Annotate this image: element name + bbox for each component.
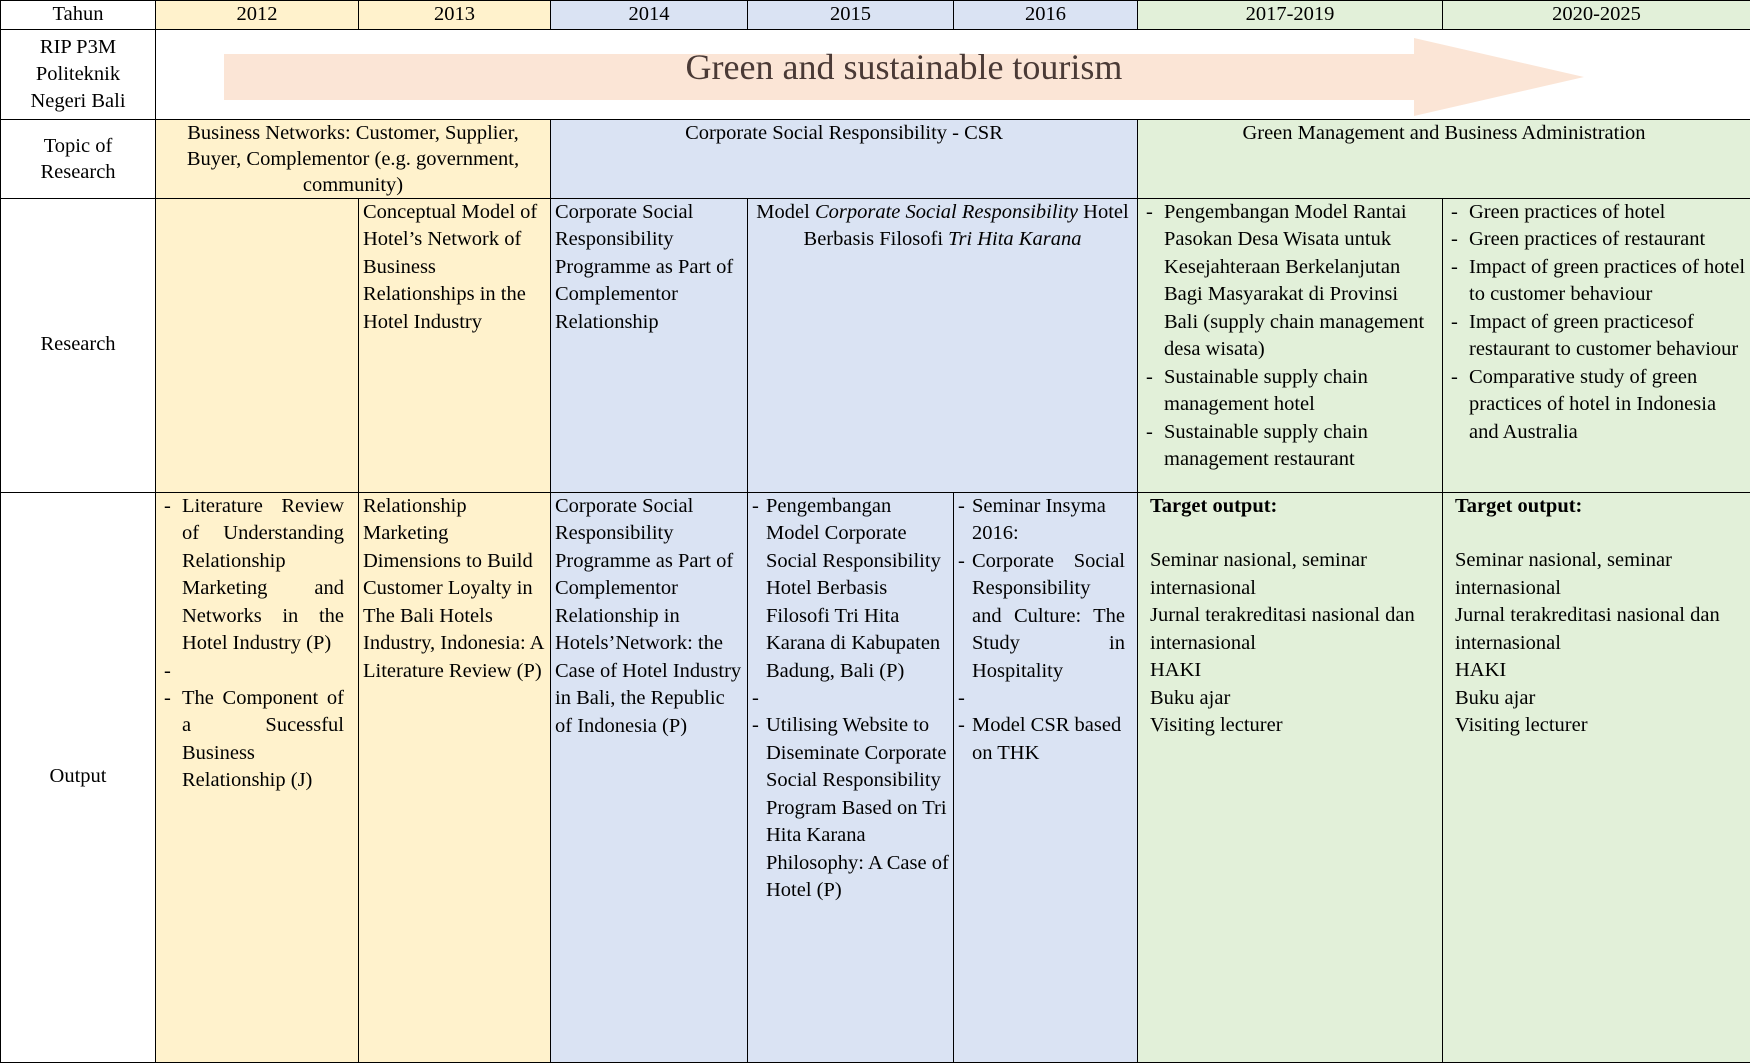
research-item: - Impact of green practices of hotel to customer behaviour <box>1447 254 1746 309</box>
research-label: Research <box>1 198 156 492</box>
research-thk-italic: Tri Hita Karana <box>948 228 1081 250</box>
year-2016: 2016 <box>954 1 1138 30</box>
research-item: - Pengembangan Model Rantai Pasokan Desa Wisata untuk Kesejahteraan Berkelanjutan Bagi Masyarakat di Provinsi Bali (supply chain management desa wisata) <box>1142 199 1432 364</box>
year-header-row <box>1 1 1750 30</box>
output-row <box>1 492 1750 1062</box>
target-output-heading: Target output: <box>1455 493 1746 521</box>
topic-label-text: Topic of Research <box>40 135 115 183</box>
research-item: - Sustainable supply chain management hotel <box>1142 364 1432 419</box>
target-item: Seminar nasional, seminar internasional <box>1150 547 1438 602</box>
year-2014: 2014 <box>551 1 748 30</box>
target-item: Buku ajar <box>1455 685 1746 713</box>
output-item: - The Component of a Sucessful Business Relationship (J) <box>160 685 344 795</box>
rip-label-line: Politeknik <box>5 61 151 88</box>
target-output-heading: Target output: <box>1150 493 1438 521</box>
target-item: Jurnal terakreditasi nasional dan internasional <box>1150 602 1438 657</box>
rip-row <box>1 29 1750 119</box>
output-2013: Relationship Marketing Dimensions to Build Customer Loyalty in The Bali Hotels Industry, Indonesia: A Literature Review (P) <box>359 492 551 1062</box>
spacer <box>1455 520 1746 547</box>
research-2014: Corporate Social Responsibility Programme as Part of Complementor Relationship <box>551 198 748 492</box>
topic-label <box>1 119 156 198</box>
research-row <box>1 198 1750 492</box>
output-2020-2025 <box>1443 492 1750 1062</box>
output-label: Output <box>1 492 156 1062</box>
research-item: - Green practices of restaurant <box>1447 226 1746 254</box>
target-item: Seminar nasional, seminar internasional <box>1455 547 1746 602</box>
topic-row <box>1 119 1750 198</box>
topic-business-networks: Business Networks: Customer, Supplier, Buyer, Complementor (e.g. government, community) <box>156 119 551 198</box>
topic-csr: Corporate Social Responsibility - CSR <box>551 119 1138 198</box>
research-item: - Sustainable supply chain management restaurant <box>1142 419 1432 474</box>
research-csr-italic: Corporate Social Responsibility <box>815 201 1078 223</box>
research-item: - Impact of green practicesof restaurant to customer behaviour <box>1447 309 1746 364</box>
rip-label-line: RIP P3M <box>5 34 151 61</box>
year-2013: 2013 <box>359 1 551 30</box>
spacer <box>752 685 949 712</box>
output-item: - Corporate Social Responsibility and Culture: The Study in Hospitality <box>958 548 1125 686</box>
year-label: Tahun <box>1 1 156 30</box>
output-item: - Literature Review of Understanding Relationship Marketing and Networks in the Hotel Industry (P) <box>160 493 344 658</box>
output-2015 <box>748 492 954 1062</box>
output-2012 <box>156 492 359 1062</box>
year-2017-2019: 2017-2019 <box>1138 1 1443 30</box>
research-2012 <box>156 198 359 492</box>
research-item: - Green practices of hotel <box>1447 199 1746 227</box>
rip-label-line: Negeri Bali <box>5 88 151 115</box>
research-csr-model-text: Hotel Berbasis Filosofi <box>804 201 1129 251</box>
research-2015-2016 <box>748 198 1138 492</box>
research-csr-model-text: Model <box>756 201 815 223</box>
arrow-text-holder <box>224 38 1584 116</box>
target-item: HAKI <box>1455 657 1746 685</box>
research-2017-2019 <box>1138 198 1443 492</box>
target-item: Buku ajar <box>1150 685 1438 713</box>
research-item: - Comparative study of green practices of hotel in Indonesia and Australia <box>1447 364 1746 447</box>
target-item: Visiting lecturer <box>1455 712 1746 740</box>
research-2020-2025 <box>1443 198 1750 492</box>
output-item: - Model CSR based on THK <box>958 712 1125 767</box>
target-item: Jurnal terakreditasi nasional dan internasional <box>1455 602 1746 657</box>
target-item: HAKI <box>1150 657 1438 685</box>
spacer <box>1150 520 1438 547</box>
spacer <box>160 658 344 685</box>
output-item: - Seminar Insyma 2016: <box>958 493 1125 548</box>
output-2014: Corporate Social Responsibility Programme as Part of Complementor Relationship in Hotels’Network: the Case of Hotel Industry in Bali, the Republic of Indonesia (P) <box>551 492 748 1062</box>
year-2012: 2012 <box>156 1 359 30</box>
topic-green-management: Green Management and Business Administration <box>1138 119 1750 198</box>
year-2020-2025: 2020-2025 <box>1443 1 1750 30</box>
output-2016 <box>954 492 1138 1062</box>
target-item: Visiting lecturer <box>1150 712 1438 740</box>
year-2015: 2015 <box>748 1 954 30</box>
rip-banner-cell <box>156 29 1750 119</box>
output-item: - Pengembangan Model Corporate Social Responsibility Hotel Berbasis Filosofi Tri Hita Karana di Kabupaten Badung, Bali (P) <box>752 493 949 686</box>
research-2013: Conceptual Model of Hotel’s Network of Business Relationships in the Hotel Industry <box>359 198 551 492</box>
spacer <box>958 685 1125 712</box>
rip-banner-text: Green and sustainable tourism <box>224 43 1584 91</box>
output-2017-2019 <box>1138 492 1443 1062</box>
output-item: - Utilising Website to Diseminate Corporate Social Responsibility Program Based on Tri Hita Karana Philosophy: A Case of Hotel (P) <box>752 712 949 905</box>
rip-label <box>1 29 156 119</box>
